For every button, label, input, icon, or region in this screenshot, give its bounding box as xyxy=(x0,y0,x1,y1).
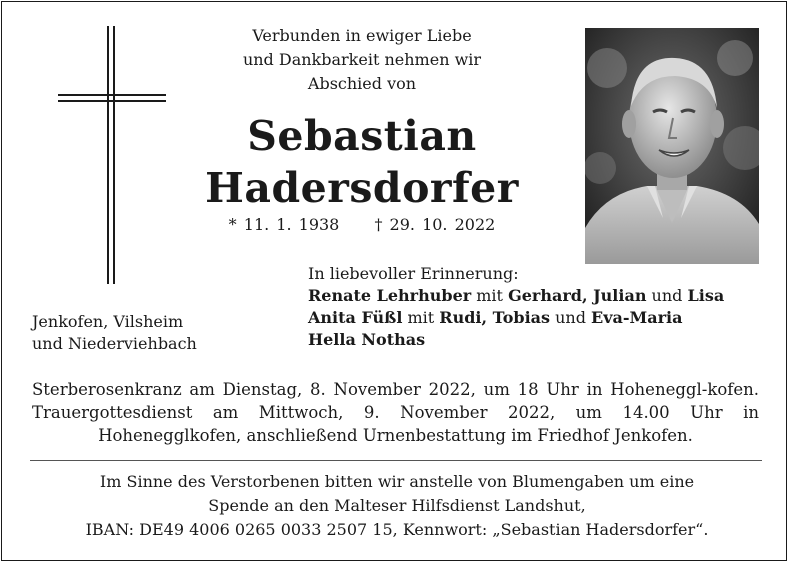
donation-request xyxy=(22,470,772,542)
obituary-notice xyxy=(1,1,787,561)
death-date: † 29. 10. 2022 xyxy=(374,215,496,234)
mourner-name: Lisa xyxy=(687,286,725,305)
service-info: Sterberosenkranz am Dienstag, 8. November 2022, um 18 Uhr in Hoheneggl-kofen. Trauergottesdienst am Mittwoch, 9. November 2022, um 14.00 Uhr in Hohenegglkofen, anschließend Urnenbestattung im Friedhof Jenkofen. xyxy=(32,380,759,445)
mourner-name: Anita Füßl xyxy=(308,308,403,327)
mourner-connector: und xyxy=(550,308,592,327)
intro-line: und Dankbarkeit nehmen wir xyxy=(242,50,482,69)
portrait-illustration xyxy=(585,28,759,264)
mourner-name: Rudi, Tobias xyxy=(439,308,551,327)
mourner-connector: und xyxy=(646,286,688,305)
mourner-name: Gerhard, Julian xyxy=(508,286,647,305)
location-line: Jenkofen, Vilsheim xyxy=(32,312,184,331)
mourner-connector: mit xyxy=(402,308,440,327)
mourner-line xyxy=(308,307,768,329)
intro-text xyxy=(207,24,517,96)
life-dates xyxy=(212,214,512,236)
birth-date: * 11. 1. 1938 xyxy=(228,215,340,234)
divider xyxy=(30,460,762,461)
mourner-name: Hella Nothas xyxy=(308,330,426,349)
location-line: und Niederviehbach xyxy=(32,334,197,353)
mourner-connector: mit xyxy=(471,286,509,305)
donation-line: IBAN: DE49 4006 0265 0033 2507 15, Kennwort: „Sebastian Hadersdorfer“. xyxy=(85,520,709,539)
mourner-line xyxy=(308,285,768,307)
portrait-photo xyxy=(585,28,759,264)
cross-icon xyxy=(56,24,168,286)
donation-line: Spende an den Malteser Hilfsdienst Landshut, xyxy=(208,496,586,515)
last-name: Hadersdorfer xyxy=(205,164,519,212)
mourners-block xyxy=(308,263,768,351)
location xyxy=(32,311,272,355)
memory-heading: In liebevoller Erinnerung: xyxy=(308,264,519,283)
donation-line: Im Sinne des Verstorbenen bitten wir anstelle von Blumengaben um eine xyxy=(99,472,695,491)
intro-line: Abschied von xyxy=(307,74,417,93)
deceased-name xyxy=(202,110,522,214)
mourner-name: Eva-Maria xyxy=(591,308,683,327)
mourner-lines xyxy=(308,285,768,351)
mourner-line xyxy=(308,329,768,351)
intro-line: Verbunden in ewiger Liebe xyxy=(252,26,472,45)
mourner-name: Renate Lehrhuber xyxy=(308,286,472,305)
first-name: Sebastian xyxy=(247,112,477,160)
